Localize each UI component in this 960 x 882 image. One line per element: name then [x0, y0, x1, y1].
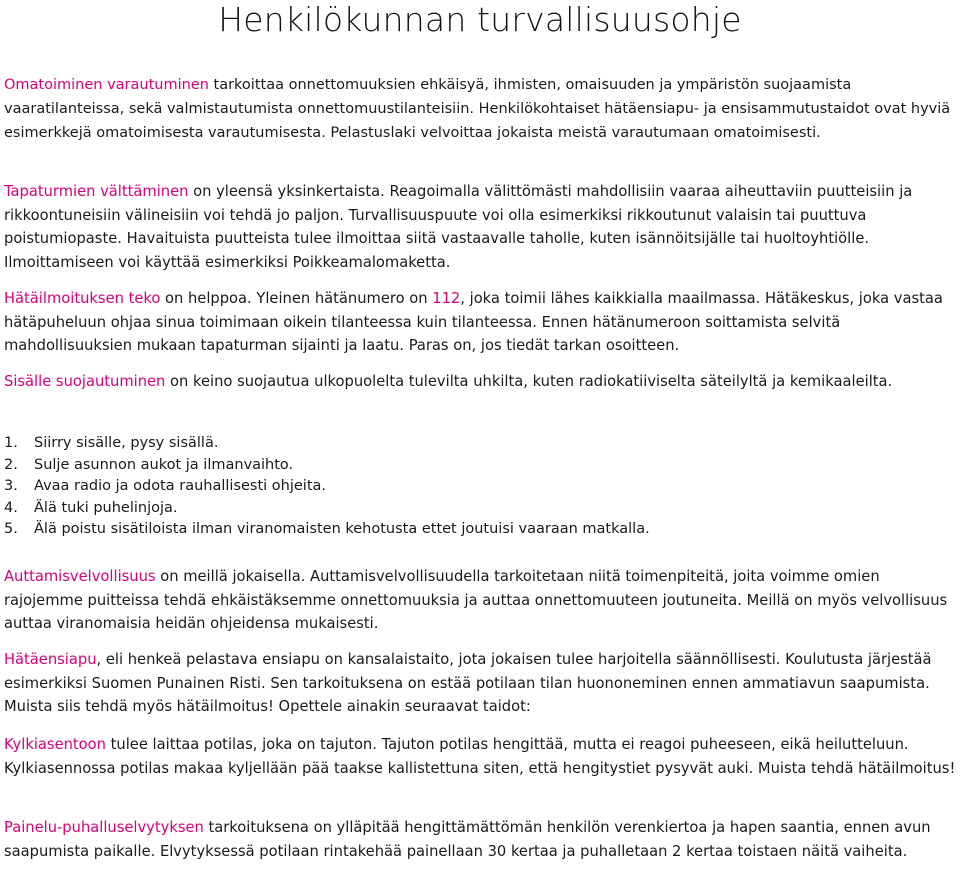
paragraph-text: tarkoittaa onnettomuuksien ehkäisyä, ihmisten, omaisuuden ja ympäristön suojaamista vaaratilanteissa, sekä valmistautumista onnettomuustilanteisiin. Henkilökohtaiset hätäensiapu- ja ensisammutustaidot ovat hyviä esimerkkejä omatoimisesta varautumisesta. Pelastuslaki velvoittaa jokaista meistä varautumaan omatoimisesti.	[4, 77, 951, 142]
highlight-term: Omatoiminen varautuminen	[4, 77, 209, 93]
paragraph-text: on meillä jokaisella. Auttamisvelvollisuudella tarkoitetaan niitä toimenpiteitä, joita voimme omien rajojemme puitteissa tehdä ehkäistäksemme onnettomuuksia ja auttaa onnettomuuteen joutuneita. Meillä on myös velvollisuus auttaa viranomaisia heidän ohjeidensa mukaisesti.	[4, 568, 948, 633]
list-item-number: 5.	[4, 521, 18, 538]
list-item-text: Siirry sisälle, pysy sisällä.	[34, 435, 219, 451]
list-item	[4, 455, 960, 477]
paragraph-hataensiapu	[4, 648, 960, 719]
list-item-number: 1.	[4, 435, 18, 451]
paragraph-hatailmoitus	[4, 287, 960, 358]
list-item-text: Sulje asunnon aukot ja ilmanvaihto.	[34, 456, 294, 473]
paragraph-kylkiasento	[4, 733, 960, 780]
paragraph-omatoiminen-varautuminen	[4, 73, 960, 146]
paragraph-text: on keino suojautua ulkopuolelta tulevilta uhkilta, kuten radiokatiiviselta säteilyltä ja kemikaaleilta.	[165, 373, 893, 390]
paragraph-text: tulee laittaa potilas, joka on tajuton. Tajuton potilas hengittää, mutta ei reagoi puheeseen, eikä heilutteluun. Kylkiasennossa potilas makaa kyljellään pää taakse kallistettuna siten, että hengitystiet pysyvät auki. Muista tehdä hätäilmoitus!	[4, 736, 956, 777]
paragraph-sisalle-suojautuminen	[4, 370, 960, 394]
list-item-text: Älä poistu sisätiloista ilman viranomaisten kehotusta ettet joutuisi vaaraan matkalla.	[34, 521, 650, 538]
list-item-text: Avaa radio ja odota rauhallisesti ohjeita.	[34, 478, 327, 495]
highlight-term: Painelu-puhalluselvytyksen	[4, 819, 204, 836]
paragraph-auttamisvelvollisuus	[4, 565, 960, 636]
list-item	[4, 433, 960, 455]
list-item-number: 3.	[4, 478, 18, 495]
paragraph-text: , eli henkeä pelastava ensiapu on kansalaistaito, jota jokaisen tulee harjoitella säännöllisesti. Koulutusta järjestää esimerkiksi Suomen Punainen Risti. Sen tarkoituksena on estää potilaan tilan huononeminen ennen ammatiavun saapumista. Muista siis tehdä myös hätäilmoitus! Opettele ainakin seuraavat taidot:	[4, 651, 932, 716]
paragraph-painelu-puhalluselvytys	[4, 816, 960, 863]
list-item	[4, 476, 960, 498]
highlight-term: Sisälle suojautuminen	[4, 373, 166, 390]
list-item-number: 4.	[4, 499, 18, 516]
emergency-number: 112	[432, 290, 461, 307]
paragraph-text: on helppoa. Yleinen hätänumero on	[160, 290, 433, 307]
paragraph-text: on yleensä yksinkertaista. Reagoimalla välittömästi mahdollisiin vaaraa aiheuttaviin puutteisiin ja rikkoontuneisiin välineisiin voi tehdä jo paljon. Turvallisuuspuute voi olla esimerkiksi rikkoutunut valaisin tai puuttuva poistumiopaste. Havaituista puutteista tulee ilmoittaa siitä vastaavalle taholle, kuten isännöitsijälle tai huoltoyhtiölle. Ilmoittamiseen voi käyttää esimerkiksi Poikkeamalomaketta.	[4, 183, 913, 272]
highlight-term: Hätäensiapu	[4, 651, 97, 668]
list-item	[4, 498, 960, 520]
page-title: Henkilökunnan turvallisuusohje	[218, 0, 742, 39]
highlight-term: Hätäilmoituksen teko	[4, 290, 161, 307]
list-item-number: 2.	[4, 456, 18, 473]
highlight-term: Kylkiasentoon	[4, 736, 106, 753]
paragraph-tapaturmien-valttaminen	[4, 180, 960, 275]
paragraph-text: tarkoituksena on ylläpitää hengittämättömän henkilön verenkiertoa ja hapen saantia, ennen avun saapumista paikalle. Elvytyksessä potilaan rintakehää painellaan 30 kertaa ja puhalletaan 2 kertaa toistaen näitä vaiheita.	[4, 819, 931, 860]
list-item-text: Älä tuki puhelinjoja.	[34, 499, 178, 516]
highlight-term: Tapaturmien välttäminen	[4, 183, 189, 200]
paragraph-text: , joka toimii lähes kaikkialla maailmassa. Hätäkeskus, joka vastaa hätäpuheluun ohjaa sinua toimimaan oikein tilanteessa kuin tilanteessa. Ennen hätänumeroon soittamista selvitä mahdollisuuksien mukaan tapaturman sijainti ja laatu. Paras on, jos tiedät tarkan osoitteen.	[4, 290, 943, 355]
shelter-steps-list	[4, 433, 960, 541]
list-item	[4, 519, 960, 541]
highlight-term: Auttamisvelvollisuus	[4, 568, 156, 585]
